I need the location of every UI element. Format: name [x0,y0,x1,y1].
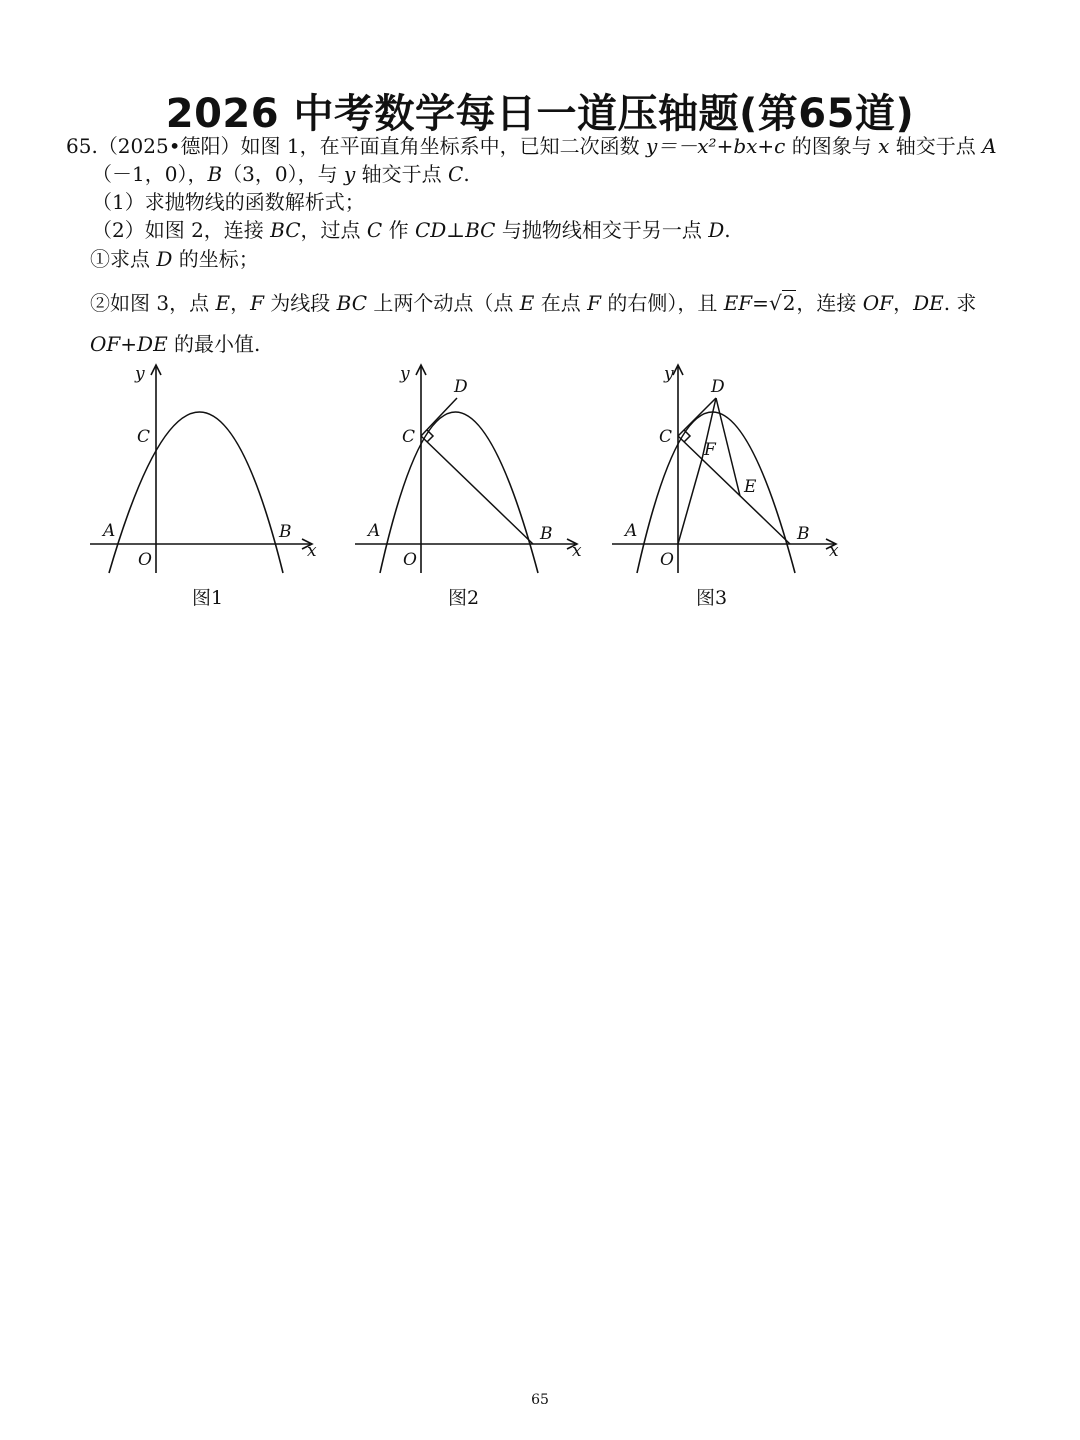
label-A: A [625,521,638,541]
problem-part-2: （2）如图 2，连接 BC，过点 C 作 CD⊥BC 与抛物线相交于另一点 D. [92,218,731,242]
right-angle-mark [684,430,690,442]
label-O: O [138,550,152,570]
segment-CD [421,398,457,436]
label-B: B [279,522,292,542]
label-O: O [660,550,674,570]
segment-OF [678,459,702,544]
label-E: E [744,477,757,497]
problem-part-1: （1）求抛物线的函数解析式； [92,190,365,214]
label-x: x [307,541,317,561]
segment-DE [716,398,740,496]
label-C: C [402,427,416,447]
figure-2 [350,355,600,580]
segment-CB [678,436,790,544]
figure-1-caption: 图1 [192,587,224,609]
label-C: C [659,427,673,447]
label-C: C [137,427,151,447]
figure-3-caption: 图3 [696,587,728,609]
parabola [109,412,283,573]
figure-2-caption: 图2 [448,587,480,609]
label-A: A [103,521,116,541]
label-O: O [403,550,417,570]
problem-source: （2025•德阳） [97,134,241,158]
segment-CB [421,436,533,544]
label-A: A [368,521,381,541]
label-y: y [664,364,674,384]
label-B: B [797,524,810,544]
page-number: 65 [531,1392,549,1408]
label-D: D [711,377,725,397]
problem-stem-line-1: 65.（2025•德阳）如图 1，在平面直角坐标系中，已知二次函数 y＝－x²+bx+c 的图象与 x 轴交于点 A [66,134,997,158]
label-y: y [135,364,145,384]
problem-sub-1: ①求点 D 的坐标； [90,247,259,271]
sqrt-two: √2 [768,291,796,315]
problem-stem-line-2: （－1，0），B（3，0），与 y 轴交于点 C. [92,162,470,186]
figure-1 [85,355,335,580]
right-angle-mark [427,430,433,442]
label-B: B [540,524,553,544]
label-x: x [829,541,839,561]
label-F: F [704,440,716,460]
problem-number: 65. [66,134,98,158]
label-x: x [572,541,582,561]
problem-sub-2-line-2: OF+DE 的最小值. [90,332,261,356]
label-y: y [400,364,410,384]
function-formula: y＝－x²+bx+c [645,134,786,158]
label-D: D [454,377,468,397]
problem-sub-2: ②如图 3，点 E，F 为线段 BC 上两个动点（点 E 在点 F 的右侧），且 EF=√2，连接 OF，DE. 求 [90,291,977,315]
page-title: 2026 中考数学每日一道压轴题(第65道) [165,91,915,137]
figure-3 [607,355,857,580]
